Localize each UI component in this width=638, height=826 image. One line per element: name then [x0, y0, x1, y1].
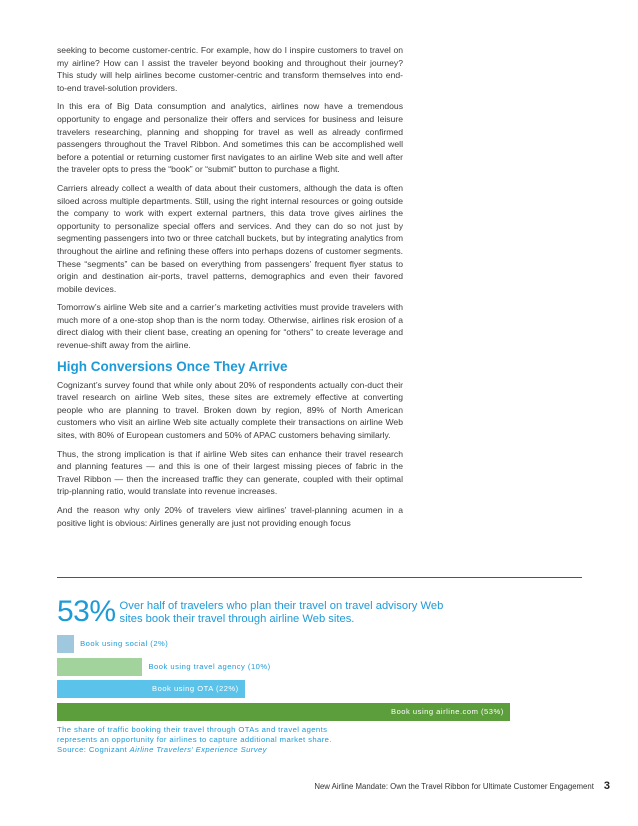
caption-source [57, 745, 477, 755]
divider [57, 577, 582, 578]
section-heading: High Conversions Once They Arrive [57, 358, 288, 374]
bar-label: Book using travel agency (10%) [148, 661, 271, 671]
footer-title: New Airline Mandate: Own the Travel Ribbon for Ultimate Customer Engagement [314, 782, 594, 791]
source-prefix: Source: Cognizant [57, 745, 130, 754]
bar-label: Book using OTA (22%) [152, 684, 239, 693]
paragraph: Tomorrow’s airline Web site and a carrier’s marketing activities must provide travelers with much more of a one-stop shop than is the norm today. Otherwise, airlines risk erosion of a direct dialog with their client base, creating an opening for “others” to create leverage and revenue-shift away from the airline. [57, 302, 403, 351]
paragraph: Thus, the strong implication is that if airline Web sites can enhance their travel research and planning features — and this is one of their largest missing pieces of fabric in the Travel Ribbon — then the increased traffic they can generate, coupled with their optimal trip-planning ratio, would translate into revenue increases. [57, 448, 403, 497]
chart-bar [57, 658, 142, 676]
paragraph: And the reason why only 20% of travelers view airlines’ travel-planning acumen in a positive light is obvious: Airlines generally are just not providing enough focus [57, 505, 403, 528]
chart-bar [57, 635, 74, 653]
article-body [57, 44, 403, 535]
caption-line: The share of traffic booking their travel through OTAs and travel agents [57, 725, 328, 734]
callout-text: Over half of travelers who plan their travel on travel advisory Web sites book their travel through airline Web sites. [119, 600, 444, 625]
page-footer [314, 780, 610, 792]
callout-number: 53% [57, 595, 116, 628]
paragraph: In this era of Big Data consumption and analytics, airlines now have a tremendous opportunity to engage and personalize their offers and services for business and leisure travelers researching, planning and shopping for travel as well as already confirmed passengers throughout the Travel Ribbon. And sometimes this can be accomplished well before a potential or returning customer first navigates to an airline Web site and well after the traveler opts to press the “book” or “submit” button to purchase a flight. [57, 101, 403, 175]
callout [57, 596, 450, 632]
bar-label: Book using social (2%) [80, 639, 169, 648]
page-number: 3 [603, 780, 610, 792]
bar-label: Book using airline.com (53%) [391, 706, 504, 716]
paragraph: Cognizant’s survey found that while only about 20% of respondents actually con-duct their travel research on airline Web sites, these sites are extremely effective at converting people who are planning to travel. Broken down by region, 89% of North American customers who visit an airline Web site actually complete their transactions on airline Web sites, with 80% of European customers and 50% of APAC customers behaving similarly. [57, 379, 403, 441]
chart-caption [57, 725, 477, 755]
source-title: Airline Travelers’ Experience Survey [129, 745, 267, 754]
paragraph: Carriers already collect a wealth of data about their customers, although the data is often siloed across multiple departments. Still, using the right internal resources or going outside the company to work with expert external partners, this data trove gives airlines the opportunity to personalize special offers and services. And they can do so not just by segmenting passengers into two or three catchall buckets, but by integrating analytics from throughout the airline and refining these offers into perhaps dozens of customer segments. These “segments” can be based on everything from passengers’ frequent flyer status to origin and destination air-ports, travel patterns, demographics and even their favored mobile devices. [57, 182, 403, 294]
caption-line: represents an opportunity for airlines to capture additional market share. [57, 735, 332, 744]
paragraph: seeking to become customer-centric. For example, how do I inspire customers to travel on my airline? How can I assist the traveler beyond booking and throughout their journey? This study will help airlines become customer-centric and transform themselves into end-to-end travel-solution providers. [57, 45, 403, 93]
